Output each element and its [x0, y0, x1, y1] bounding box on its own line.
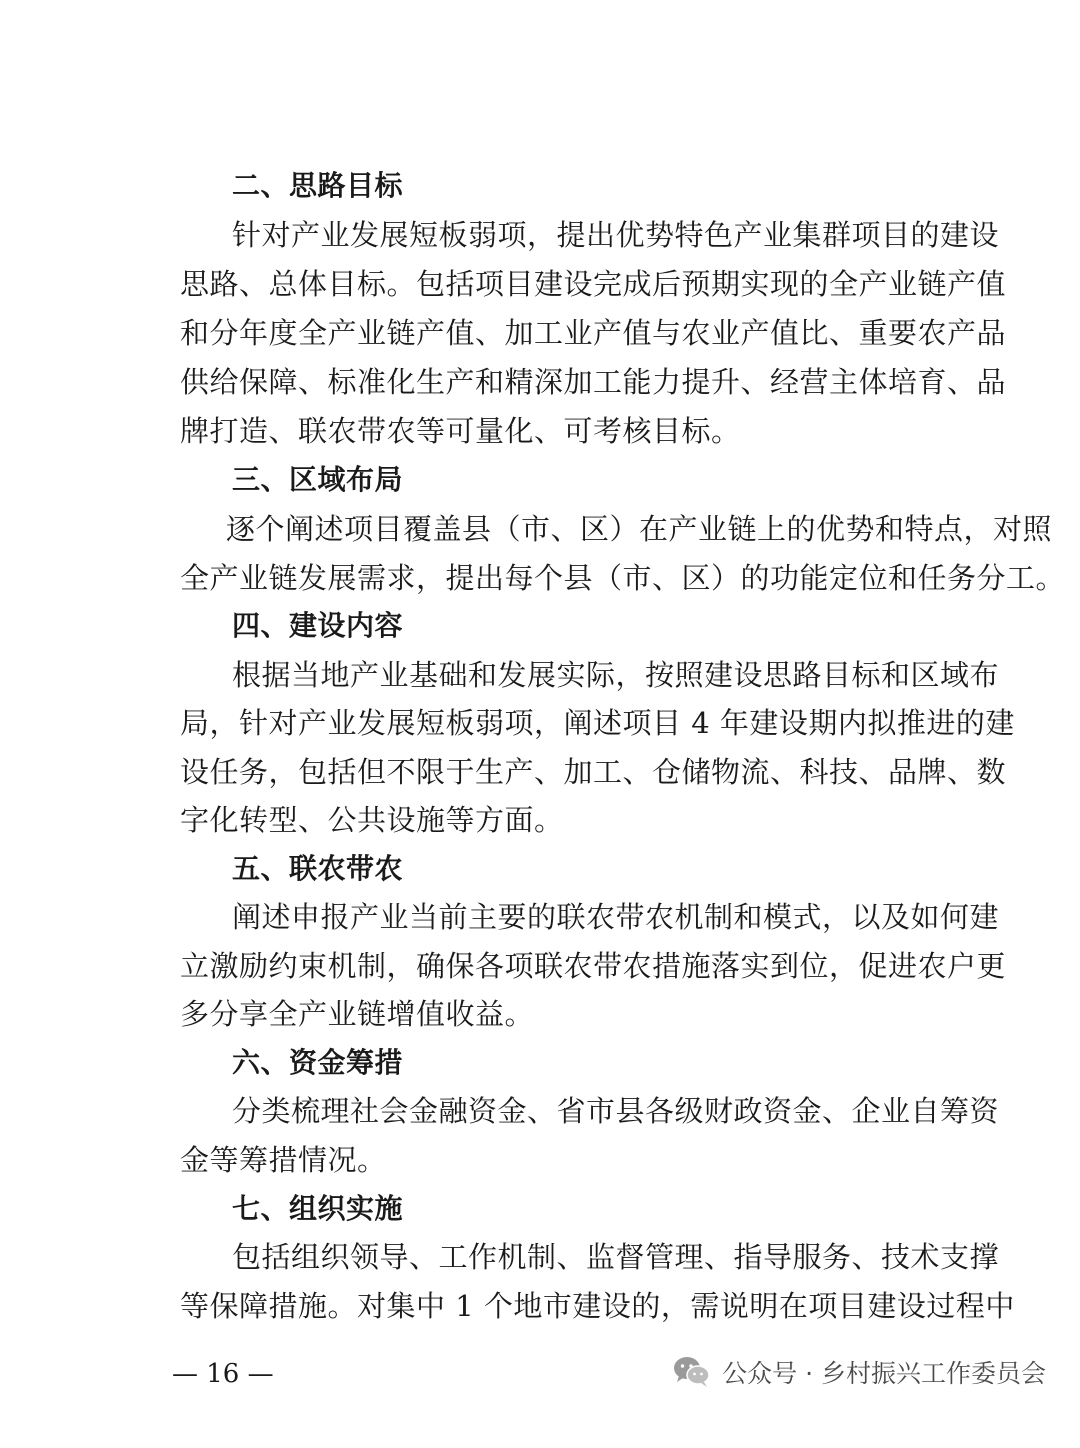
section-heading: 四、建设内容 [232, 609, 404, 642]
paragraph-line: 全产业链发展需求，提出每个县（市、区）的功能定位和任务分工。 [180, 561, 1066, 595]
section-heading: 二、思路目标 [232, 169, 404, 202]
wechat-watermark [672, 1352, 1046, 1392]
page-number: — 16 — [172, 1359, 274, 1389]
paragraph-line: 供给保障、标准化生产和精深加工能力提升、经营主体培育、品 [180, 365, 1007, 399]
paragraph-line: 分类梳理社会金融资金、省市县各级财政资金、企业自筹资 [232, 1094, 1000, 1128]
paragraph-line: 局，针对产业发展短板弱项，阐述项目 4 年建设期内拟推进的建 [180, 706, 1015, 740]
section-heading: 五、联农带农 [232, 852, 404, 885]
watermark-text: 公众号 · 乡村振兴工作委员会 [722, 1359, 1046, 1388]
paragraph-line: 立激励约束机制，确保各项联农带农措施落实到位，促进农户更 [180, 949, 1007, 983]
paragraph-line: 等保障措施。对集中 1 个地市建设的，需说明在项目建设过程中 [180, 1289, 1015, 1323]
section-heading: 六、资金筹措 [232, 1046, 404, 1079]
paragraph-line: 多分享全产业链增值收益。 [180, 997, 535, 1031]
paragraph-line: 牌打造、联农带农等可量化、可考核目标。 [180, 414, 741, 448]
paragraph-line: 金等筹措情况。 [180, 1143, 387, 1177]
paragraph-line: 根据当地产业基础和发展实际，按照建设思路目标和区域布 [232, 658, 1000, 692]
paragraph-line: 思路、总体目标。包括项目建设完成后预期实现的全产业链产值 [180, 267, 1007, 301]
paragraph-line: 逐个阐述项目覆盖县（市、区）在产业链上的优势和特点，对照 [226, 512, 1053, 546]
paragraph-line: 字化转型、公共设施等方面。 [180, 803, 564, 837]
section-heading: 三、区域布局 [232, 463, 404, 496]
paragraph-line: 和分年度全产业链产值、加工业产值与农业产值比、重要农产品 [180, 316, 1007, 350]
section-heading: 七、组织实施 [232, 1192, 404, 1225]
wechat-icon [672, 1355, 712, 1389]
paragraph-line: 阐述申报产业当前主要的联农带农机制和模式，以及如何建 [232, 900, 1000, 934]
paragraph-line: 针对产业发展短板弱项，提出优势特色产业集群项目的建设 [232, 218, 1000, 252]
paragraph-line: 包括组织领导、工作机制、监督管理、指导服务、技术支撑 [232, 1240, 1000, 1274]
paragraph-line: 设任务，包括但不限于生产、加工、仓储物流、科技、品牌、数 [180, 755, 1007, 789]
